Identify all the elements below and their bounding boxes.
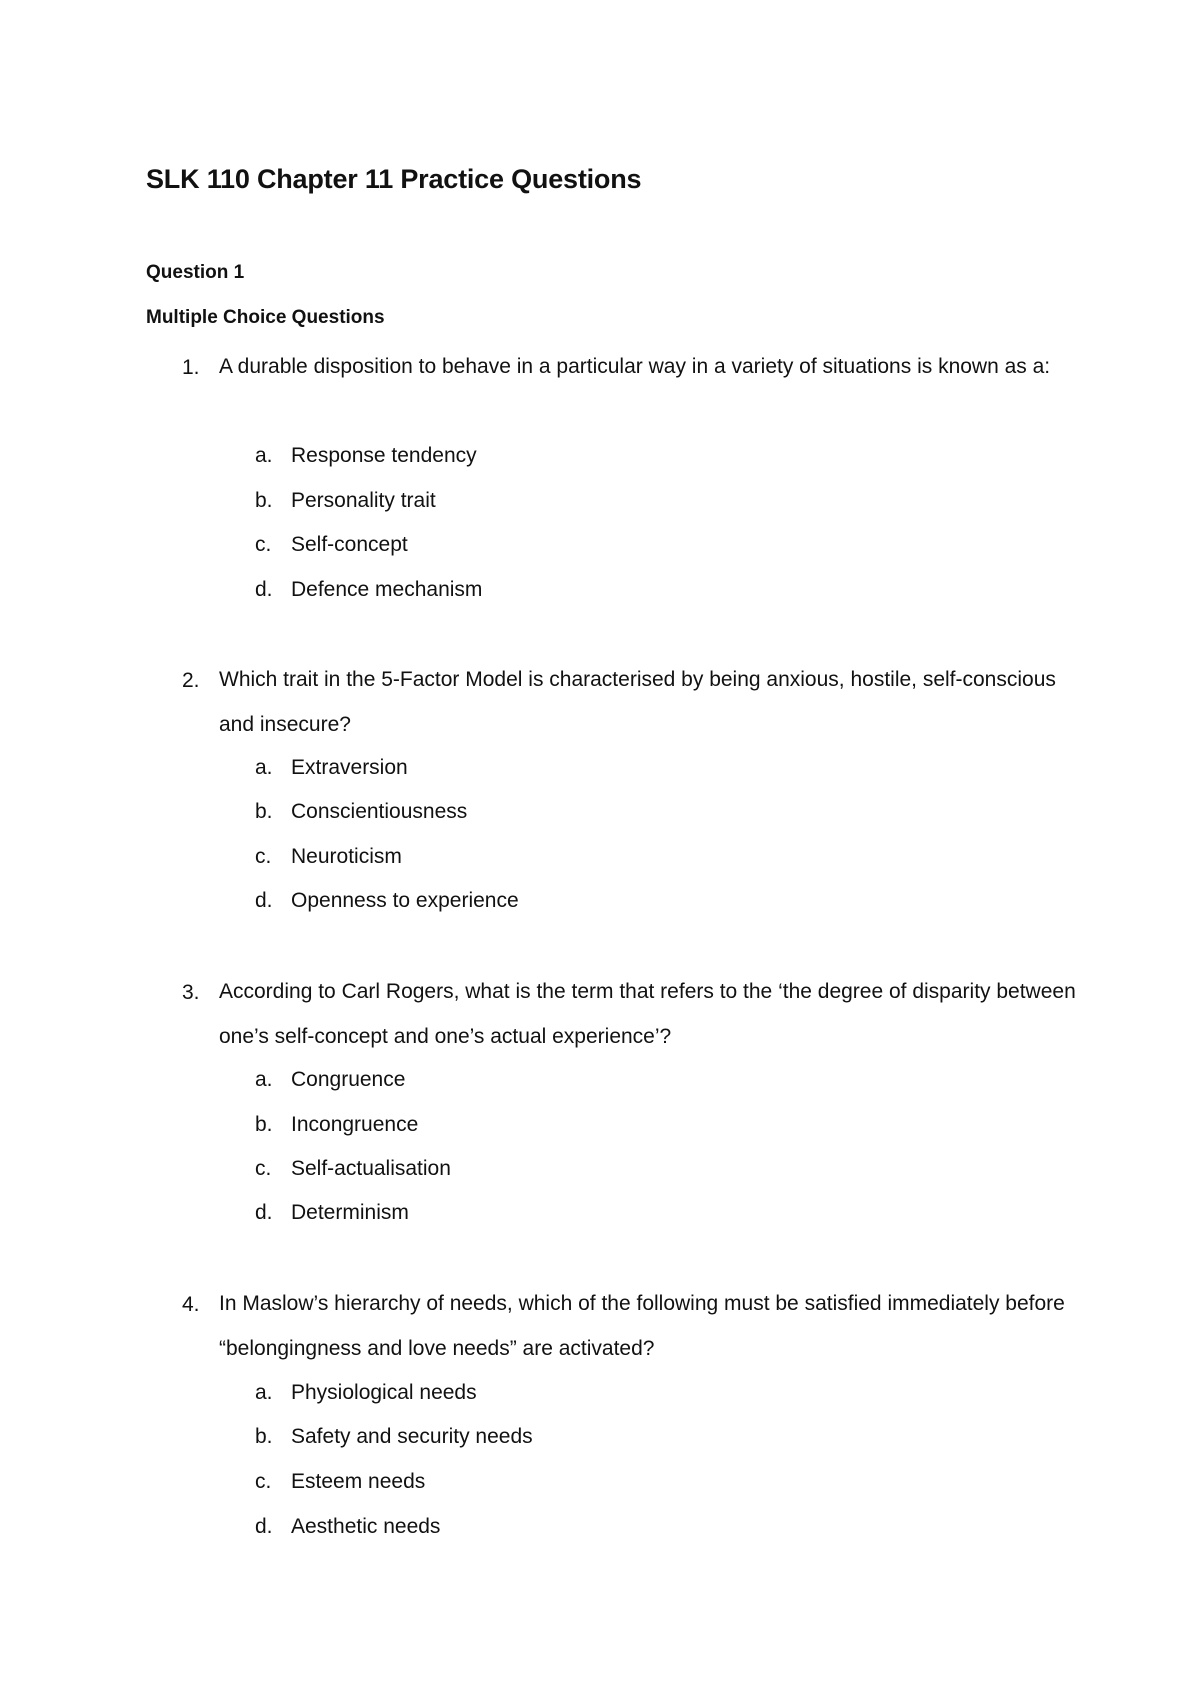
- option-letter: a.: [255, 444, 273, 467]
- option-letter: b.: [255, 800, 273, 823]
- document-title: SLK 110 Chapter 11 Practice Questions: [146, 164, 642, 194]
- option-text: Openness to experience: [291, 889, 519, 912]
- option-text: Congruence: [291, 1068, 406, 1091]
- option-text: Safety and security needs: [291, 1425, 533, 1448]
- option-text: Determinism: [291, 1201, 409, 1224]
- question-text: According to Carl Rogers, what is the term that refers to the ‘the degree of disparity between one’s self-concept and one’s actual experience’?: [219, 980, 1076, 1048]
- question-number: 1.: [182, 356, 200, 379]
- question-number: 4.: [182, 1293, 200, 1316]
- option-letter: d.: [255, 578, 273, 601]
- option-text: Personality trait: [291, 489, 436, 512]
- option-letter: b.: [255, 1425, 273, 1448]
- option-letter: d.: [255, 889, 273, 912]
- option-letter: d.: [255, 1515, 273, 1538]
- option-text: Aesthetic needs: [291, 1515, 441, 1538]
- option-text: Esteem needs: [291, 1470, 426, 1493]
- option-text: Response tendency: [291, 444, 477, 467]
- option-letter: b.: [255, 489, 273, 512]
- option-letter: b.: [255, 1113, 273, 1136]
- question-number: 2.: [182, 669, 200, 692]
- option-letter: c.: [255, 533, 272, 556]
- question-text: A durable disposition to behave in a particular way in a variety of situations is known as a:: [219, 355, 1051, 378]
- question-text: Which trait in the 5-Factor Model is characterised by being anxious, hostile, self-conscious and insecure?: [219, 668, 1056, 736]
- option-letter: c.: [255, 845, 272, 868]
- option-letter: d.: [255, 1201, 273, 1224]
- option-text: Self-actualisation: [291, 1157, 451, 1180]
- option-text: Defence mechanism: [291, 578, 483, 601]
- option-letter: c.: [255, 1470, 272, 1493]
- option-text: Neuroticism: [291, 845, 402, 868]
- question-number: 3.: [182, 981, 200, 1004]
- option-text: Incongruence: [291, 1113, 419, 1136]
- option-text: Extraversion: [291, 756, 408, 779]
- question-text: In Maslow’s hierarchy of needs, which of the following must be satisfied immediately before “belongingness and love needs” are activated?: [219, 1292, 1065, 1360]
- option-letter: a.: [255, 1068, 273, 1091]
- option-letter: c.: [255, 1157, 272, 1180]
- option-letter: a.: [255, 756, 273, 779]
- subsection-heading: Multiple Choice Questions: [146, 307, 385, 328]
- option-text: Physiological needs: [291, 1381, 477, 1404]
- option-text: Self-concept: [291, 533, 408, 556]
- option-text: Conscientiousness: [291, 800, 468, 823]
- section-heading: Question 1: [146, 262, 245, 283]
- option-letter: a.: [255, 1381, 273, 1404]
